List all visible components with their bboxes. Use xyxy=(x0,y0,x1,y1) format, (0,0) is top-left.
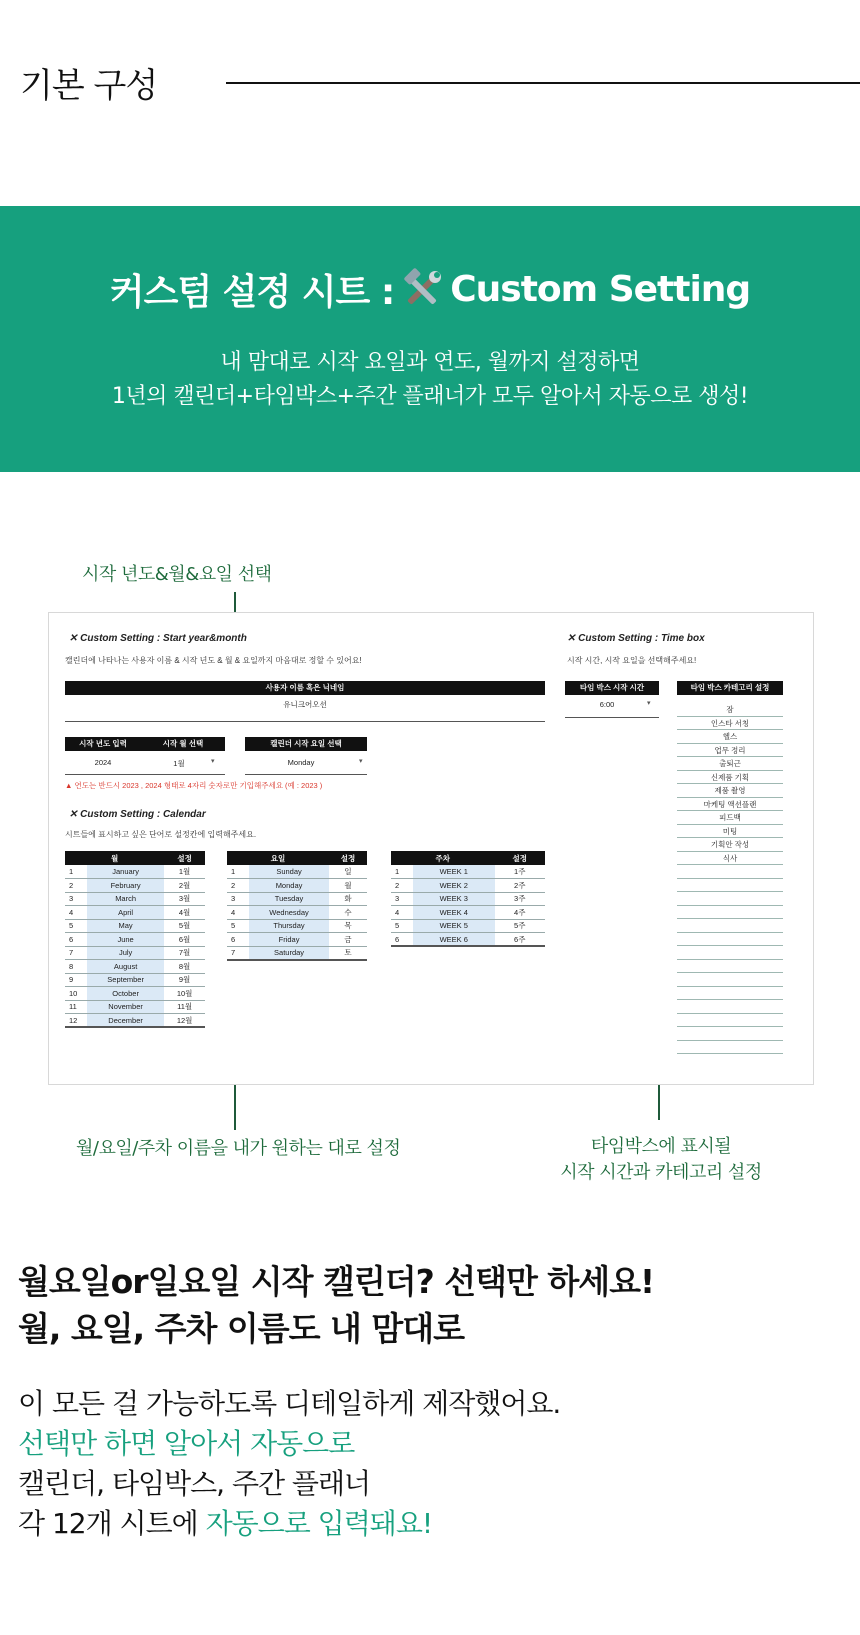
category-item[interactable] xyxy=(677,933,783,947)
year-input[interactable]: 2024 xyxy=(94,758,112,767)
row-index: 7 xyxy=(65,946,87,960)
month-select[interactable]: 1월 xyxy=(173,759,185,768)
row-index: 12 xyxy=(65,1014,87,1028)
row-index: 11 xyxy=(65,1000,87,1014)
timebox-settings-note: 시작 시간, 시작 요일을 선택해주세요! xyxy=(567,656,697,665)
custom-name-cell[interactable]: 5주 xyxy=(495,919,545,933)
table-row xyxy=(65,919,205,933)
year-format-warning: ▲ 연도는 반드시 2023 , 2024 형태로 4자리 숫자로만 기입해주세요 (예 : 2023 ) xyxy=(65,781,323,790)
banner-line-2: 1년의 캘린더+타임박스+주간 플래너가 모두 알아서 자동으로 생성! xyxy=(111,384,749,409)
bottom-line-4-highlight: 자동으로 입력돼요! xyxy=(205,1507,433,1540)
category-item[interactable]: 피드백 xyxy=(677,811,783,825)
column-header: 주차 xyxy=(391,851,495,865)
calendar-settings-title xyxy=(69,809,206,820)
custom-name-cell[interactable]: 목 xyxy=(329,919,367,933)
timebox-category-list xyxy=(677,703,783,1054)
category-item[interactable]: 미팅 xyxy=(677,825,783,839)
table-row xyxy=(391,879,545,893)
row-index: 2 xyxy=(65,879,87,893)
default-name: Friday xyxy=(249,933,329,947)
default-name: Thursday xyxy=(249,919,329,933)
custom-name-cell[interactable]: 2월 xyxy=(164,879,205,893)
bottom-headline xyxy=(18,1258,654,1352)
custom-name-cell[interactable]: 10월 xyxy=(164,987,205,1001)
category-item[interactable] xyxy=(677,892,783,906)
table-row xyxy=(65,946,205,960)
row-index: 8 xyxy=(65,960,87,974)
category-item[interactable] xyxy=(677,865,783,879)
table-row xyxy=(391,865,545,879)
category-item[interactable]: 잠 xyxy=(677,703,783,717)
bottom-description xyxy=(18,1384,560,1544)
table-header-row xyxy=(65,851,205,865)
timebox-start-underline xyxy=(565,717,659,718)
custom-name-cell[interactable]: 1주 xyxy=(495,865,545,879)
category-item[interactable] xyxy=(677,960,783,974)
table-row xyxy=(227,933,367,947)
table-row xyxy=(227,892,367,906)
timebox-settings-title xyxy=(567,633,705,644)
user-name-value[interactable]: 유니크어오션 xyxy=(283,700,327,709)
feature-banner xyxy=(0,206,860,472)
bottom-line-1: 이 모든 걸 가능하도록 디테일하게 제작했어요. xyxy=(18,1387,561,1420)
default-name: May xyxy=(87,919,164,933)
week-names-table xyxy=(391,851,545,947)
banner-subtitle xyxy=(0,346,860,414)
category-item[interactable] xyxy=(677,879,783,893)
category-item[interactable]: 신제품 기획 xyxy=(677,771,783,785)
banner-headline xyxy=(0,264,860,315)
month-select-header: 시작 월 선택 xyxy=(141,737,225,751)
row-index: 5 xyxy=(65,919,87,933)
row-index: 4 xyxy=(391,906,413,920)
default-name: February xyxy=(87,879,164,893)
row-index: 2 xyxy=(227,879,249,893)
custom-name-cell[interactable]: 6주 xyxy=(495,933,545,947)
custom-name-cell[interactable]: 2주 xyxy=(495,879,545,893)
default-name: March xyxy=(87,892,164,906)
default-name: Wednesday xyxy=(249,906,329,920)
table-row xyxy=(65,892,205,906)
column-header: 요일 xyxy=(227,851,329,865)
timebox-start-select[interactable]: 6:00 xyxy=(599,700,615,709)
custom-name-cell[interactable]: 4주 xyxy=(495,906,545,920)
table-row xyxy=(227,906,367,920)
table-row xyxy=(65,865,205,879)
custom-name-cell[interactable]: 화 xyxy=(329,892,367,906)
category-item[interactable] xyxy=(677,1014,783,1028)
settings-sheet-screenshot xyxy=(48,612,814,1085)
table-row xyxy=(65,1000,205,1014)
category-item[interactable]: 식사 xyxy=(677,852,783,866)
category-item[interactable] xyxy=(677,1027,783,1041)
category-item[interactable]: 기획안 작성 xyxy=(677,838,783,852)
custom-name-cell[interactable]: 11월 xyxy=(164,1000,205,1014)
row-index: 6 xyxy=(391,933,413,947)
custom-name-cell[interactable]: 수 xyxy=(329,906,367,920)
bottom-line-4-prefix: 각 12개 시트에 xyxy=(18,1507,206,1540)
custom-name-cell[interactable]: 월 xyxy=(329,879,367,893)
table-row xyxy=(391,919,545,933)
category-item[interactable]: 인스타 서칭 xyxy=(677,717,783,731)
bottom-line-2: 선택만 하면 알아서 자동으로 xyxy=(18,1427,355,1460)
custom-name-cell[interactable]: 3주 xyxy=(495,892,545,906)
category-item[interactable]: 마케팅 액션플랜 xyxy=(677,798,783,812)
table-row xyxy=(65,933,205,947)
row-index: 4 xyxy=(227,906,249,920)
calendar-settings-note: 시트들에 표시하고 싶은 단어로 설정칸에 입력해주세요. xyxy=(65,830,257,839)
month-names-table xyxy=(65,851,205,1028)
calendar-settings-title-text: Custom Setting : Calendar xyxy=(80,809,206,820)
default-name: August xyxy=(87,960,164,974)
row-index: 3 xyxy=(227,892,249,906)
banner-headline-prefix: 커스텀 설정 시트 : xyxy=(109,272,395,313)
table-row xyxy=(65,960,205,974)
section-divider xyxy=(226,82,860,84)
row-index: 5 xyxy=(227,919,249,933)
custom-name-cell[interactable]: 일 xyxy=(329,865,367,879)
year-input-header: 시작 년도 입력 xyxy=(65,737,141,751)
table-row xyxy=(65,987,205,1001)
banner-line-1: 내 맘대로 시작 요일과 연도, 월까지 설정하면 xyxy=(220,350,640,375)
default-name: January xyxy=(87,865,164,879)
weekday-underline xyxy=(245,774,367,775)
callout-names-setting: 월/요일/주차 이름을 내가 원하는 대로 설정 xyxy=(76,1138,401,1159)
banner-headline-suffix: Custom Setting xyxy=(450,269,751,310)
category-item[interactable]: 출퇴근 xyxy=(677,757,783,771)
row-index: 3 xyxy=(65,892,87,906)
default-name: WEEK 4 xyxy=(413,906,495,920)
callout-start-selection: 시작 년도&월&요일 선택 xyxy=(82,564,272,585)
table-row xyxy=(65,1014,205,1028)
weekday-select-header: 캘린더 시작 요일 선택 xyxy=(245,737,367,751)
category-item[interactable] xyxy=(677,973,783,987)
default-name: WEEK 5 xyxy=(413,919,495,933)
start-settings-note: 캘린더에 나타나는 사용자 이름 & 시작 년도 & 월 & 요일까지 마음대로 정할 수 있어요! xyxy=(65,656,362,665)
default-name: October xyxy=(87,987,164,1001)
row-index: 1 xyxy=(227,865,249,879)
default-name: Sunday xyxy=(249,865,329,879)
category-item[interactable]: 업무 정리 xyxy=(677,744,783,758)
row-index: 10 xyxy=(65,987,87,1001)
category-item[interactable]: 헬스 xyxy=(677,730,783,744)
table-row xyxy=(391,933,545,947)
column-header: 월 xyxy=(65,851,164,865)
start-settings-title xyxy=(69,633,247,644)
user-name-underline xyxy=(65,721,545,722)
category-item[interactable] xyxy=(677,919,783,933)
default-name: WEEK 2 xyxy=(413,879,495,893)
table-row xyxy=(391,906,545,920)
weekday-names-table xyxy=(227,851,367,961)
row-index: 4 xyxy=(65,906,87,920)
bottom-line-3: 캘린더, 타임박스, 주간 플래너 xyxy=(18,1467,371,1500)
row-index: 6 xyxy=(227,933,249,947)
table-row xyxy=(65,879,205,893)
custom-name-cell[interactable]: 3월 xyxy=(164,892,205,906)
custom-name-cell[interactable]: 9월 xyxy=(164,973,205,987)
table-row xyxy=(227,946,367,960)
column-header: 설정 xyxy=(164,851,205,865)
category-item[interactable] xyxy=(677,1041,783,1055)
category-item[interactable] xyxy=(677,1000,783,1014)
month-dropdown-arrow-icon[interactable]: ▾ xyxy=(211,758,215,765)
weekday-dropdown-arrow-icon[interactable]: ▾ xyxy=(359,758,363,765)
tools-icon: ✕ xyxy=(567,633,579,644)
callout-timebox-line-1: 타임박스에 표시될 xyxy=(590,1136,732,1157)
row-index: 1 xyxy=(65,865,87,879)
default-name: Monday xyxy=(249,879,329,893)
table-row xyxy=(65,906,205,920)
default-name: WEEK 1 xyxy=(413,865,495,879)
start-settings-title-text: Custom Setting : Start year&month xyxy=(80,633,247,644)
default-name: WEEK 3 xyxy=(413,892,495,906)
custom-name-cell[interactable]: 금 xyxy=(329,933,367,947)
default-name: November xyxy=(87,1000,164,1014)
timebox-dropdown-arrow-icon[interactable]: ▾ xyxy=(647,700,651,707)
row-index: 7 xyxy=(227,946,249,960)
default-name: June xyxy=(87,933,164,947)
hammer-wrench-icon xyxy=(400,268,444,312)
section-header xyxy=(20,60,860,104)
timebox-start-header: 타임 박스 시작 시간 xyxy=(565,681,659,695)
default-name: WEEK 6 xyxy=(413,933,495,947)
callout-timebox-line-2: 시작 시간과 카테고리 설정 xyxy=(560,1162,762,1183)
custom-name-cell[interactable]: 7월 xyxy=(164,946,205,960)
default-name: Saturday xyxy=(249,946,329,960)
custom-name-cell[interactable]: 8월 xyxy=(164,960,205,974)
row-index: 1 xyxy=(391,865,413,879)
table-header-row xyxy=(227,851,367,865)
table-row xyxy=(227,865,367,879)
default-name: July xyxy=(87,946,164,960)
row-index: 2 xyxy=(391,879,413,893)
custom-name-cell[interactable]: 12월 xyxy=(164,1014,205,1028)
row-index: 6 xyxy=(65,933,87,947)
table-row xyxy=(65,973,205,987)
tools-icon: ✕ xyxy=(69,633,81,644)
row-index: 5 xyxy=(391,919,413,933)
table-row xyxy=(227,919,367,933)
row-index: 9 xyxy=(65,973,87,987)
year-month-underline xyxy=(65,774,225,775)
column-header: 설정 xyxy=(495,851,545,865)
category-item[interactable] xyxy=(677,987,783,1001)
category-item[interactable]: 제품 촬영 xyxy=(677,784,783,798)
bottom-headline-line-1: 월요일or일요일 시작 캘린더? 선택만 하세요! xyxy=(18,1262,655,1301)
column-header: 설정 xyxy=(329,851,367,865)
default-name: September xyxy=(87,973,164,987)
custom-name-cell[interactable]: 1월 xyxy=(164,865,205,879)
category-item[interactable] xyxy=(677,946,783,960)
section-title: 기본 구성 xyxy=(20,65,158,106)
row-index: 3 xyxy=(391,892,413,906)
callout-timebox-setting xyxy=(551,1134,771,1186)
custom-name-cell[interactable]: 6월 xyxy=(164,933,205,947)
timebox-settings-title-text: Custom Setting : Time box xyxy=(578,633,705,644)
bottom-line-4 xyxy=(18,1504,560,1544)
default-name: April xyxy=(87,906,164,920)
weekday-select[interactable]: Monday xyxy=(287,758,315,767)
default-name: Tuesday xyxy=(249,892,329,906)
timebox-category-header: 타임 박스 카테고리 설정 xyxy=(677,681,783,695)
bottom-headline-line-2: 월, 요일, 주차 이름도 내 맘대로 xyxy=(18,1309,465,1348)
table-header-row xyxy=(391,851,545,865)
custom-name-cell[interactable]: 토 xyxy=(329,946,367,960)
table-row xyxy=(227,879,367,893)
tools-icon: ✕ xyxy=(69,809,81,820)
user-name-header: 사용자 이름 혹은 닉네임 xyxy=(65,681,545,695)
category-item[interactable] xyxy=(677,906,783,920)
default-name: December xyxy=(87,1014,164,1028)
custom-name-cell[interactable]: 5월 xyxy=(164,919,205,933)
custom-name-cell[interactable]: 4월 xyxy=(164,906,205,920)
table-row xyxy=(391,892,545,906)
